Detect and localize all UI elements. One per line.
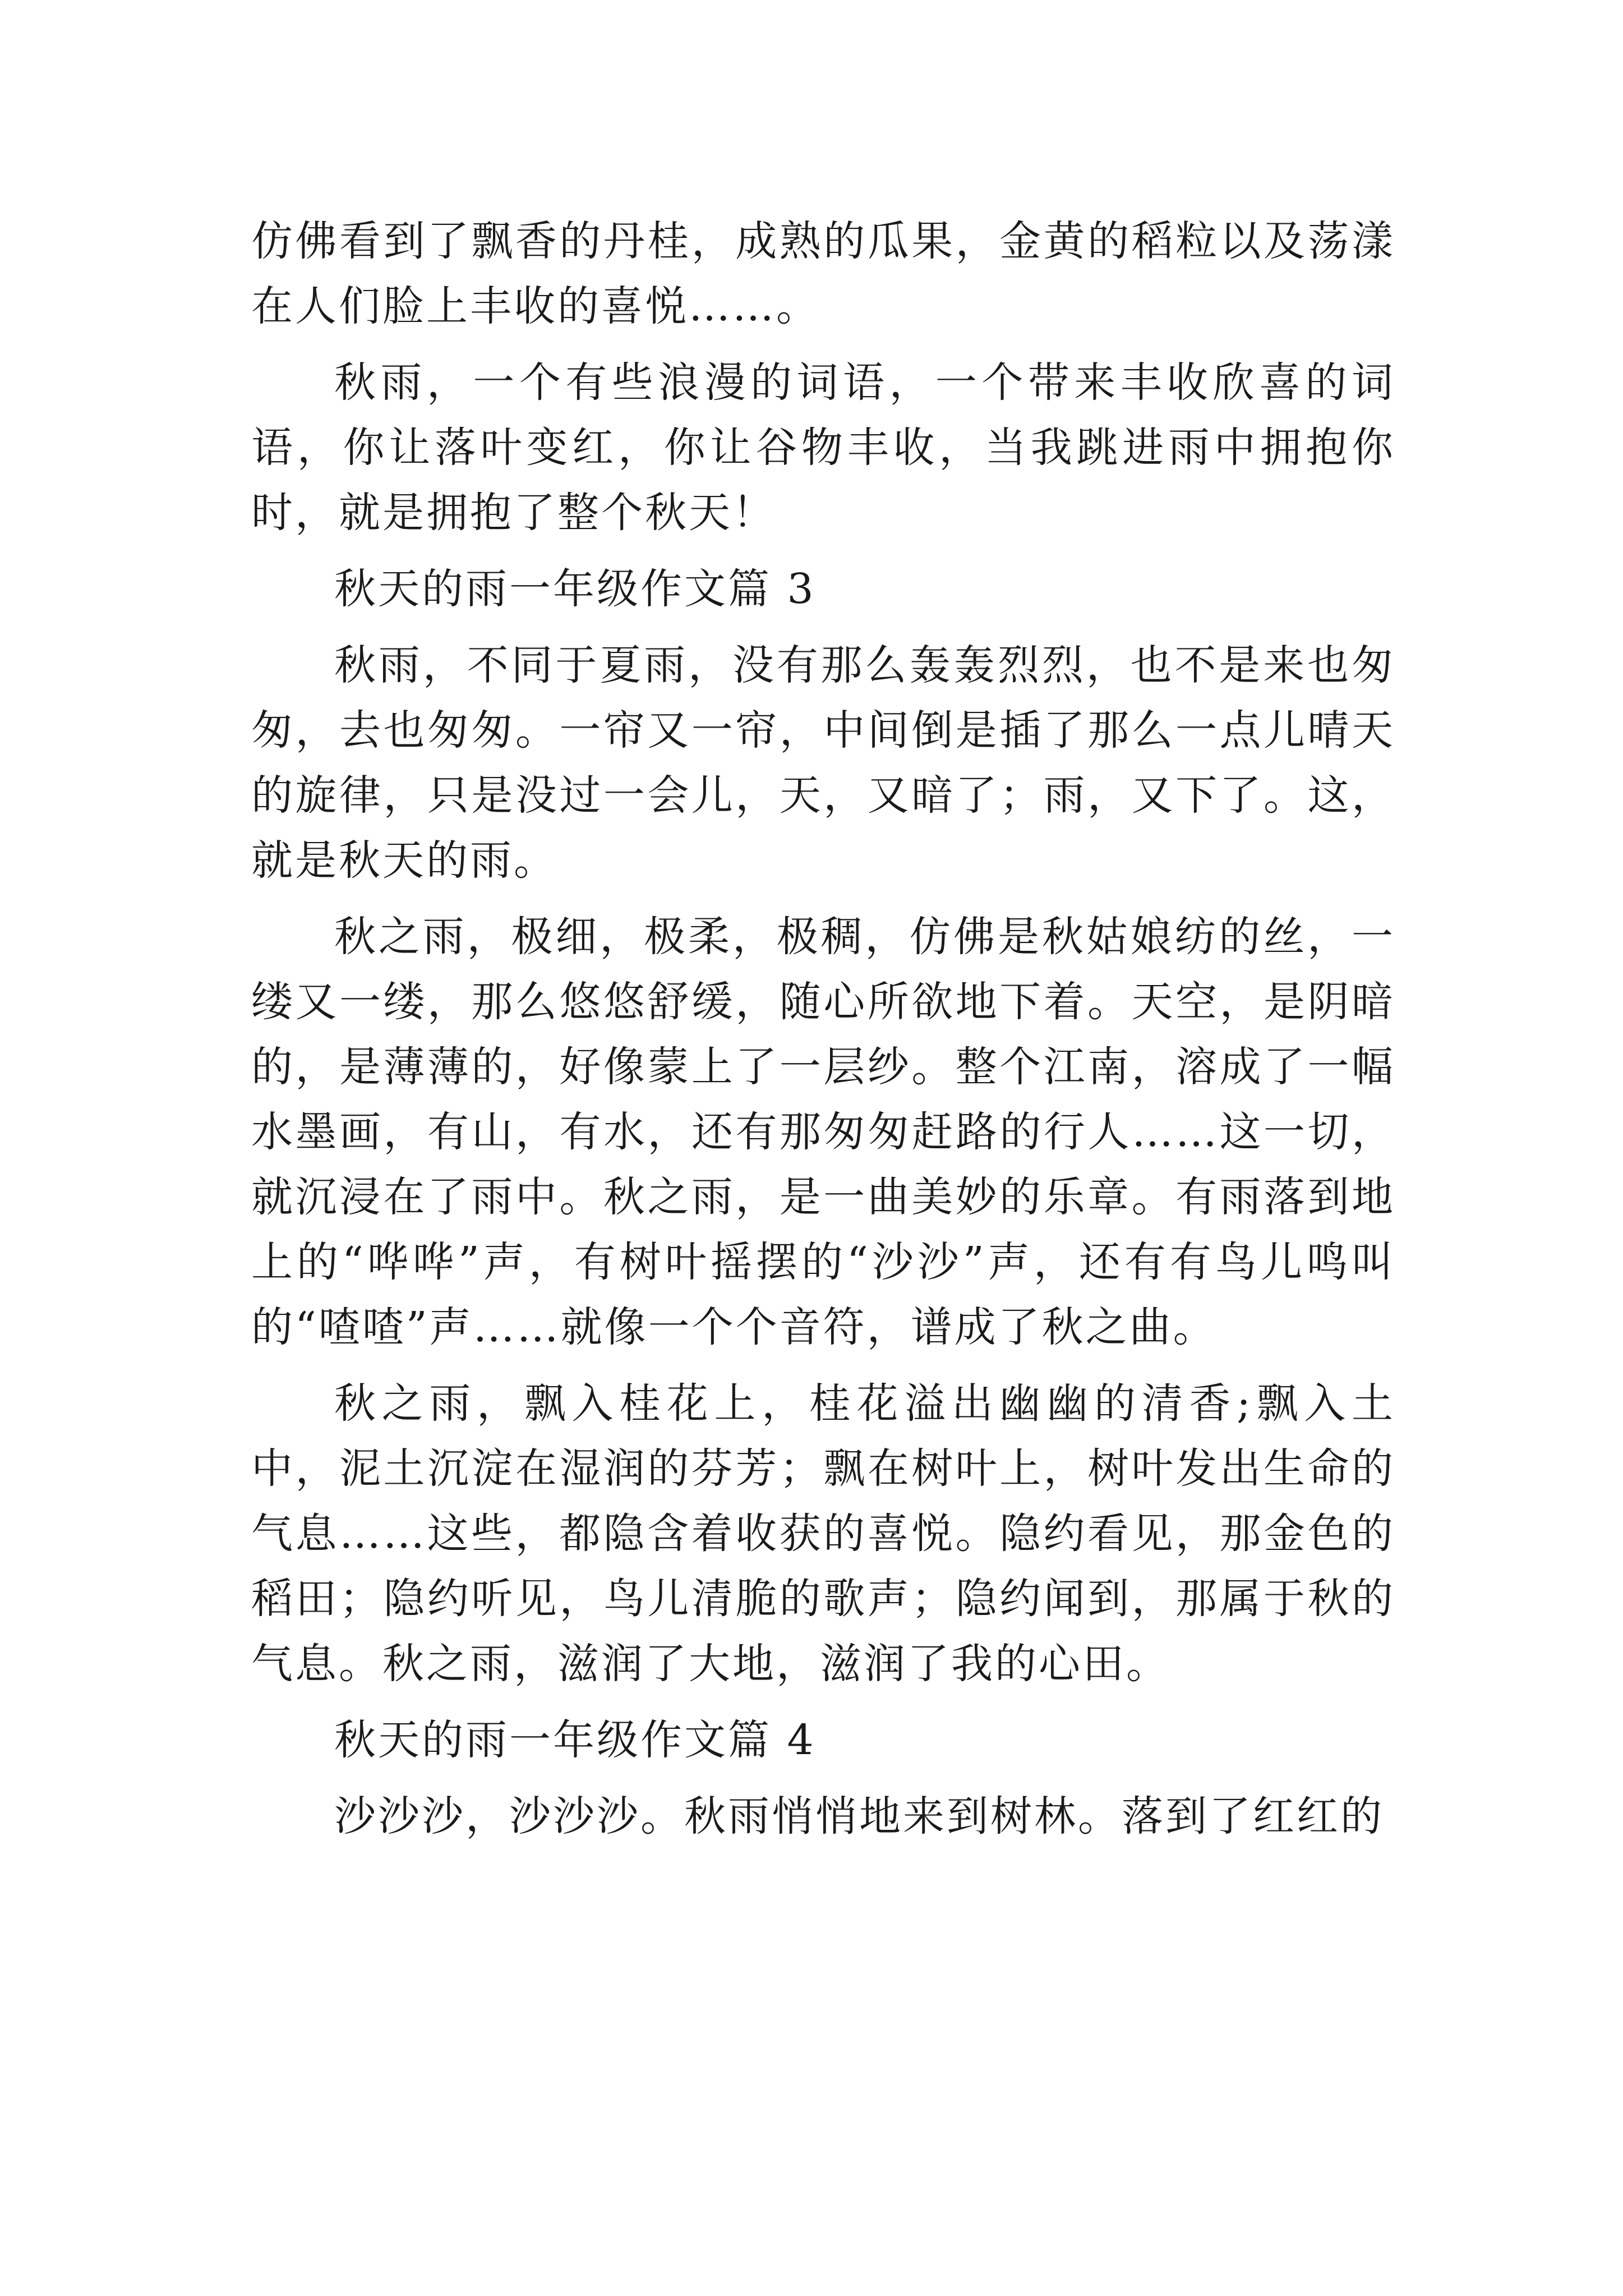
paragraph-rustling-rain: 沙沙沙，沙沙沙。秋雨悄悄地来到树林。落到了红红的	[334, 1792, 1384, 1841]
paragraph-autumn-rain-osmanthus: 秋之雨，飘入桂花上，桂花溢出幽幽的清香;飘入土中，泥土沉淀在湿润的芬芳；飘在树叶上，树叶发出生命的气息……这些，都隐含着收获的喜悦。隐约看见，那金色的稻田；隐约听见，鸟儿清脆的歌声；隐约闻到，那属于秋的气息。秋之雨，滋润了大地，滋润了我的心田。	[251, 1379, 1395, 1688]
section-heading-3: 秋天的雨一年级作文篇 3	[334, 565, 816, 613]
paragraph-autumn-rain-embrace: 秋雨，一个有些浪漫的词语，一个带来丰收欣喜的词语，你让落叶变红，你让谷物丰收，当我跳进雨中拥抱你时，就是拥抱了整个秋天！	[251, 358, 1395, 537]
document-body	[251, 209, 1395, 1860]
paragraph-autumn-rain-fine-soft: 秋之雨，极细，极柔，极稠，仿佛是秋姑娘纺的丝，一缕又一缕，那么悠悠舒缓，随心所欲地下着。天空，是阴暗的，是薄薄的，好像蒙上了一层纱。整个江南，溶成了一幅水墨画，有山，有水，还有那匆匆赶路的行人……这一切，就沉浸在了雨中。秋之雨，是一曲美妙的乐章。有雨落到地上的“哗哗”声，有树叶摇摆的“沙沙”声，还有有鸟儿鸣叫的“喳喳”声……就像一个个音符，谱成了秋之曲。	[251, 913, 1395, 1351]
paragraph-autumn-rain-unlike-summer: 秋雨，不同于夏雨，没有那么轰轰烈烈，也不是来也匆匆，去也匆匆。一帘又一帘，中间倒是插了那么一点儿晴天的旋律，只是没过一会儿，天，又暗了；雨，又下了。这，就是秋天的雨。	[251, 641, 1395, 885]
paragraph-continued: 仿佛看到了飘香的丹桂，成熟的瓜果，金黄的稻粒以及荡漾在人们脸上丰收的喜悦……。	[251, 217, 1395, 330]
section-heading-4: 秋天的雨一年级作文篇 4	[334, 1716, 816, 1764]
